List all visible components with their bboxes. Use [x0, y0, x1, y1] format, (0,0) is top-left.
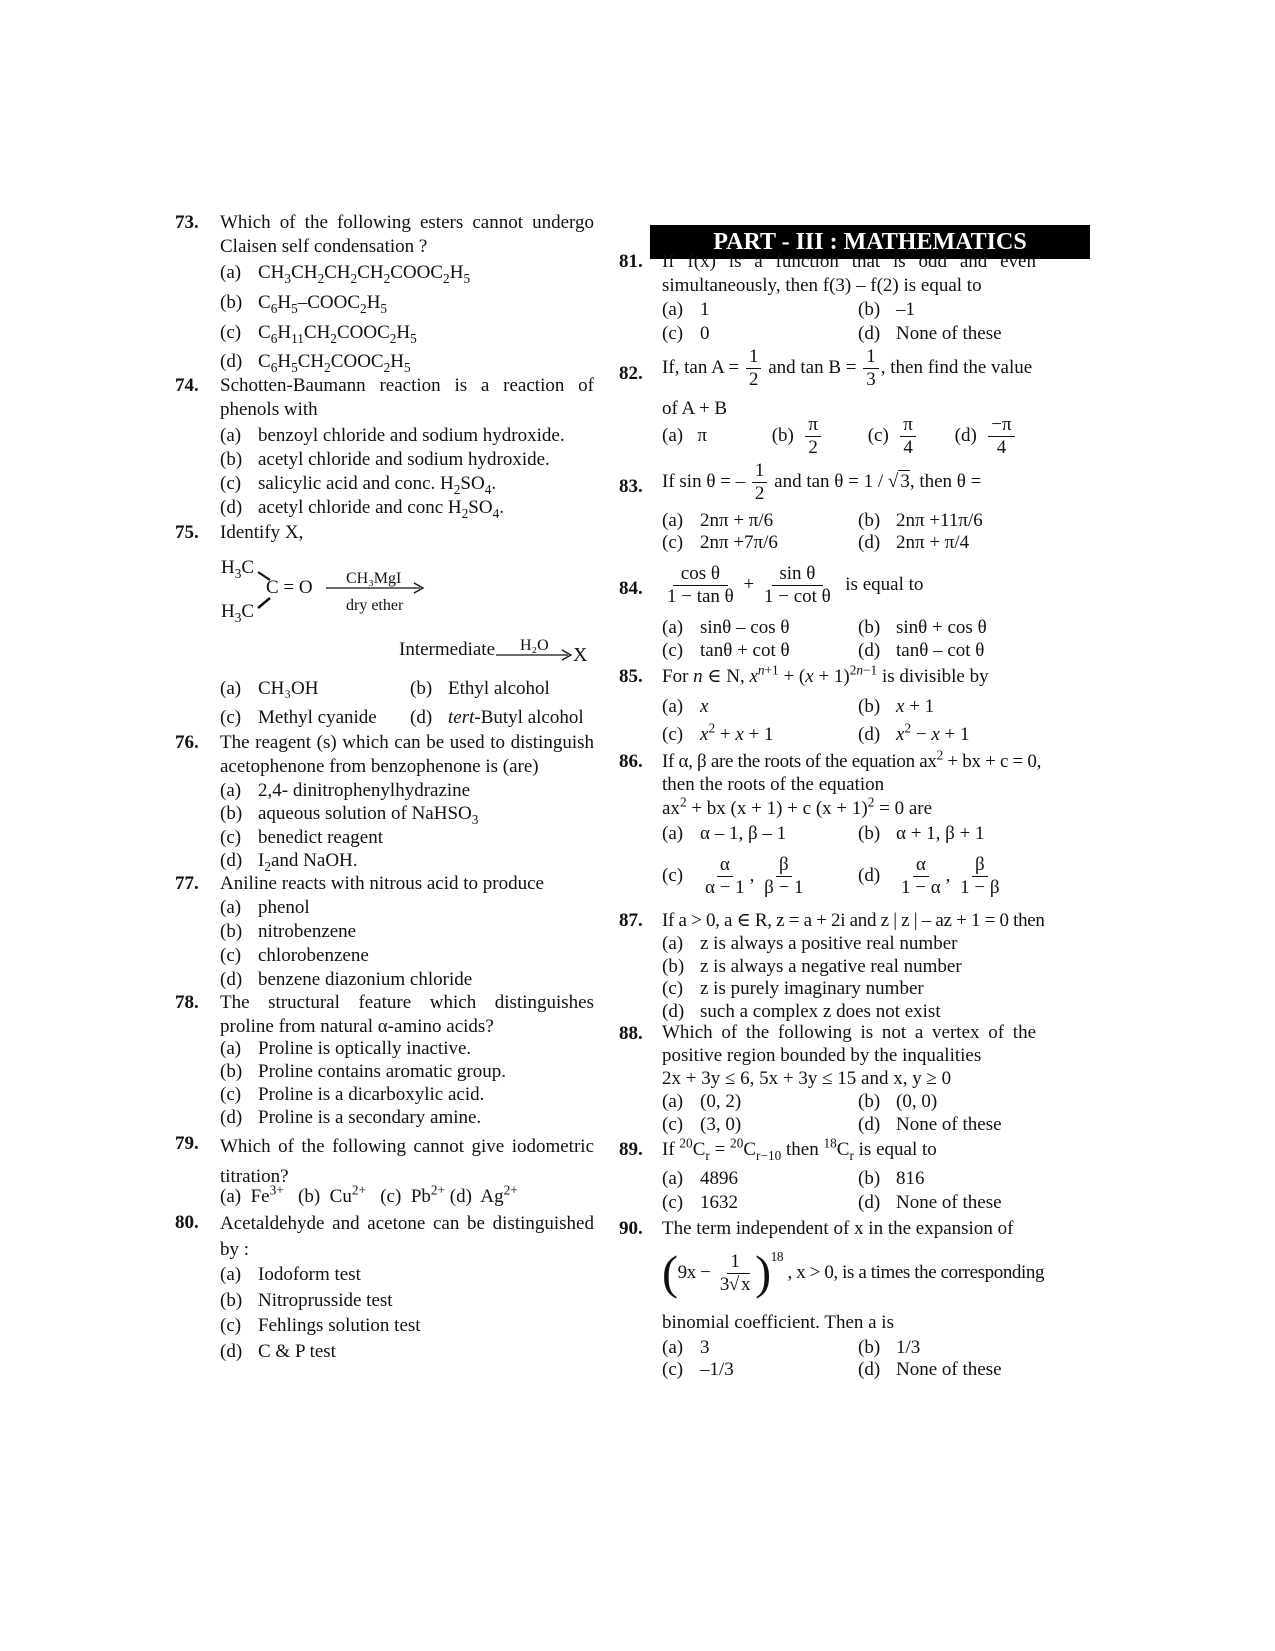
option-c: (c) Methyl cyanide	[220, 707, 377, 728]
option-d: (d) 2nπ + π/4	[858, 532, 970, 553]
option-d: (d) $I_2and$ NaOH.	[220, 850, 358, 874]
question-number: 87.	[619, 910, 643, 931]
question-text-2: of A + B	[662, 398, 728, 419]
question-number: 86.	[619, 751, 643, 772]
option-a: (a) 3	[662, 1337, 710, 1358]
option-c: (c) 0	[662, 323, 710, 344]
question-text: Schotten-Baumann reaction is a reaction of phenols with	[220, 375, 594, 420]
option-d: (d) acetyl chloride and conc $H_2SO_4$.	[220, 497, 504, 521]
option-a: (a) 1	[662, 299, 710, 320]
option-b: (b) Nitroprusside test	[220, 1290, 393, 1311]
options-row: (a) $Fe^{3+}$ (b) $Cu^{2+}$ (c) $Pb^{2+}$ (d) $Ag^{2+}$	[220, 1182, 518, 1207]
intermediate-label: Intermediate	[399, 639, 496, 660]
option-d: (d) tanθ – cot θ	[858, 640, 985, 661]
question-text-2: 2x + 3y ≤ 6, 5x + 3y ≤ 15 and x, y ≥ 0	[662, 1068, 952, 1089]
option-b: (b) aqueous solution of NaHSO$_3$	[220, 803, 479, 827]
question-text: Aniline reacts with nitrous acid to produce	[220, 873, 544, 894]
question-number: 89.	[619, 1139, 643, 1160]
option-b: (b) α + 1, β + 1	[858, 823, 985, 844]
option-d: (d) benzene diazonium chloride	[220, 969, 473, 990]
option-b: (b) 2nπ +11π/6	[858, 510, 983, 531]
methyl-group-bottom: $H_3C$	[221, 601, 255, 625]
option-d: (d) $x^2 - x + 1$	[858, 720, 970, 745]
option-d: (d) tert-Butyl alcohol	[410, 707, 584, 728]
methyl-group-top: $H_3C$	[221, 557, 255, 581]
option-c: (c) salicylic acid and conc. $H_2SO_4$.	[220, 473, 497, 497]
option-a: (a) Iodoform test	[220, 1264, 361, 1285]
option-d: (d) $C_6H_5CH_2COOC_2H_5$	[220, 351, 411, 375]
question-text: Identify X,	[220, 522, 304, 543]
option-b: (b) Proline contains aromatic group.	[220, 1061, 506, 1082]
question-number: 73.	[175, 212, 199, 233]
option-c: (c) $x^2 + x + 1$	[662, 720, 774, 745]
option-d: (d) None of these	[858, 323, 1002, 344]
option-b: (b) acetyl chloride and sodium hydroxide.	[220, 449, 550, 470]
question-number: 78.	[175, 992, 199, 1013]
section-banner: PART - III : MATHEMATICS	[650, 225, 1090, 259]
question-number: 84.	[619, 578, 643, 599]
option-b: (b) z is always a negative real number	[662, 956, 962, 977]
option-c: (c) benedict reagent	[220, 827, 384, 848]
option-a: (a) (0, 2)	[662, 1091, 742, 1112]
option-a: (a) α – 1, β – 1	[662, 823, 787, 844]
reaction-arrow-1	[326, 582, 428, 594]
condition-label: dry ether	[346, 597, 404, 614]
option-d: (d) None of these	[858, 1359, 1002, 1380]
option-b: (b) –1	[858, 299, 915, 320]
option-a: (a) 2,4- dinitrophenylhydrazine	[220, 780, 471, 801]
option-a: (a) phenol	[220, 897, 310, 918]
option-c: (c) $\frac{\alpha}{\alpha - 1}$ , $\frac{\beta}{\beta - 1}$	[662, 854, 804, 898]
option-a: (a) $CH_3CH_2CH_2CH_2COOC_2H_5$	[220, 262, 471, 286]
option-d: (d) Proline is a secondary amine.	[220, 1107, 482, 1128]
option-c: (c) 1632	[662, 1192, 738, 1213]
question-number: 79.	[175, 1133, 199, 1154]
question-text: Which of the following is not a vertex of the positive region bounded by the inqualities	[662, 1022, 1036, 1066]
option-d: (d) such a complex z does not exist	[662, 1001, 941, 1022]
option-a: (a) Proline is optically inactive.	[220, 1038, 472, 1059]
question-number: 90.	[619, 1218, 643, 1239]
option-c: (c) (3, 0)	[662, 1114, 742, 1135]
carbonyl-group: C = O	[266, 577, 313, 598]
question-text: If f(x) is a function that is odd and even simultaneously, then f(3) – f(2) is equal to	[662, 251, 1036, 296]
option-d: (d) None of these	[858, 1114, 1002, 1135]
option-c: (c) chlorobenzene	[220, 945, 369, 966]
question-text-2: then the roots of the equation	[662, 774, 885, 795]
question-text: The term independent of x in the expansion of	[662, 1218, 1014, 1239]
option-c: (c) $C_6H_{11}CH_2COOC_2H_5$	[220, 322, 417, 346]
question-text: Which of the following esters cannot undergo Claisen self condensation ?	[220, 212, 594, 257]
question-text: The reagent (s) which can be used to distinguish acetophenone from benzophenone is (are)	[220, 732, 594, 777]
question-text: $\frac{\text{cos θ}}{\text{1 − tan θ}}$ + $\frac{\text{sin θ}}{\text{1 − cot θ}}$ is equal to	[667, 563, 924, 607]
option-b: (b) $C_6H_5-COOC_2H_5$	[220, 292, 388, 316]
question-text: For n ∈ N, $x^{n+1} + (x + 1)^{2n-1}$ is divisible by	[662, 662, 989, 687]
question-text: If $^{20}C_r = ^{20}C_{r-10}$ then $^{18}C_r$ is equal to	[662, 1135, 937, 1163]
reagent-label: CH₃MgI	[346, 570, 402, 587]
option-b: (b) sinθ + cos θ	[858, 617, 987, 638]
option-c: (c) z is purely imaginary number	[662, 978, 924, 999]
question-number: 80.	[175, 1212, 199, 1233]
question-number: 82.	[619, 363, 643, 384]
option-c: (c) Fehlings solution test	[220, 1315, 421, 1336]
option-a: (a) z is always a positive real number	[662, 933, 958, 954]
option-a: (a) sinθ – cos θ	[662, 617, 790, 638]
option-a: (a) x	[662, 696, 709, 717]
option-d: (d) C & P test	[220, 1341, 336, 1362]
question-text: If, tan A = $\frac{1}{2}$ and tan B = $\frac{1}{3}$ , then find the value	[662, 346, 1033, 390]
question-number: 81.	[619, 251, 643, 272]
question-text: The structural feature which distinguishes proline from natural α-amino acids?	[220, 992, 594, 1037]
question-number: 85.	[619, 666, 643, 687]
option-b: (b) (0, 0)	[858, 1091, 938, 1112]
option-b: (b) nitrobenzene	[220, 921, 357, 942]
option-a: (a) 2nπ + π/6	[662, 510, 774, 531]
product-label: X	[573, 644, 588, 666]
option-d: (d) None of these	[858, 1192, 1002, 1213]
question-number: 75.	[175, 522, 199, 543]
water-label: H₂O	[520, 637, 549, 654]
question-text: If sin θ = – $\frac{1}{2}$ and tan θ = 1 / √ 3, then θ =	[662, 460, 982, 504]
option-b: (b) Ethyl alcohol	[410, 678, 550, 699]
binomial-expression: (9x − $\frac{1}{3√ x}$ )$^{18}$ , x > 0, is a times the corresponding	[662, 1246, 1045, 1300]
reaction-arrow-2	[496, 649, 576, 661]
option-c: (c) –1/3	[662, 1359, 734, 1380]
options-row: (a) π (b) $\frac{\pi}{2}$ (c) $\frac{\pi}{4}$ (d) $\frac{-\pi}{4}$	[662, 414, 1017, 459]
option-c: (c) tanθ + cot θ	[662, 640, 790, 661]
question-number: 88.	[619, 1023, 643, 1044]
option-b: (b) 816	[858, 1168, 925, 1189]
option-b: (b) x + 1	[858, 696, 935, 717]
question-text: If a > 0, a ∈ R, z = a + 2i and z | z | – az + 1 = 0 then	[662, 910, 1045, 931]
question-text-3: $ax^2$ + bx (x + 1) + c $(x + 1)^2 = 0$ are	[662, 794, 933, 819]
question-number: 76.	[175, 732, 199, 753]
question-number: 83.	[619, 476, 643, 497]
question-text: If α, β are the roots of the equation $ax^2$ + bx + c = 0,	[662, 747, 1042, 772]
option-c: (c) Proline is a dicarboxylic acid.	[220, 1084, 485, 1105]
question-text: Which of the following cannot give iodometric titration?	[220, 1136, 594, 1187]
option-b: (b) 1/3	[858, 1337, 921, 1358]
question-text-3: binomial coefficient. Then a is	[662, 1312, 894, 1333]
option-a: (a) CH₃OH	[220, 678, 319, 699]
option-c: (c) 2nπ +7π/6	[662, 532, 778, 553]
question-number: 74.	[175, 375, 199, 396]
option-a: (a) 4896	[662, 1168, 738, 1189]
question-number: 77.	[175, 873, 199, 894]
option-d: (d) $\frac{\alpha}{1 - \alpha}$ , $\frac{\beta}{1 - \beta}$	[858, 854, 1000, 898]
question-text: Acetaldehyde and acetone can be distinguished by :	[220, 1213, 594, 1260]
option-a: (a) benzoyl chloride and sodium hydroxide.	[220, 425, 565, 446]
